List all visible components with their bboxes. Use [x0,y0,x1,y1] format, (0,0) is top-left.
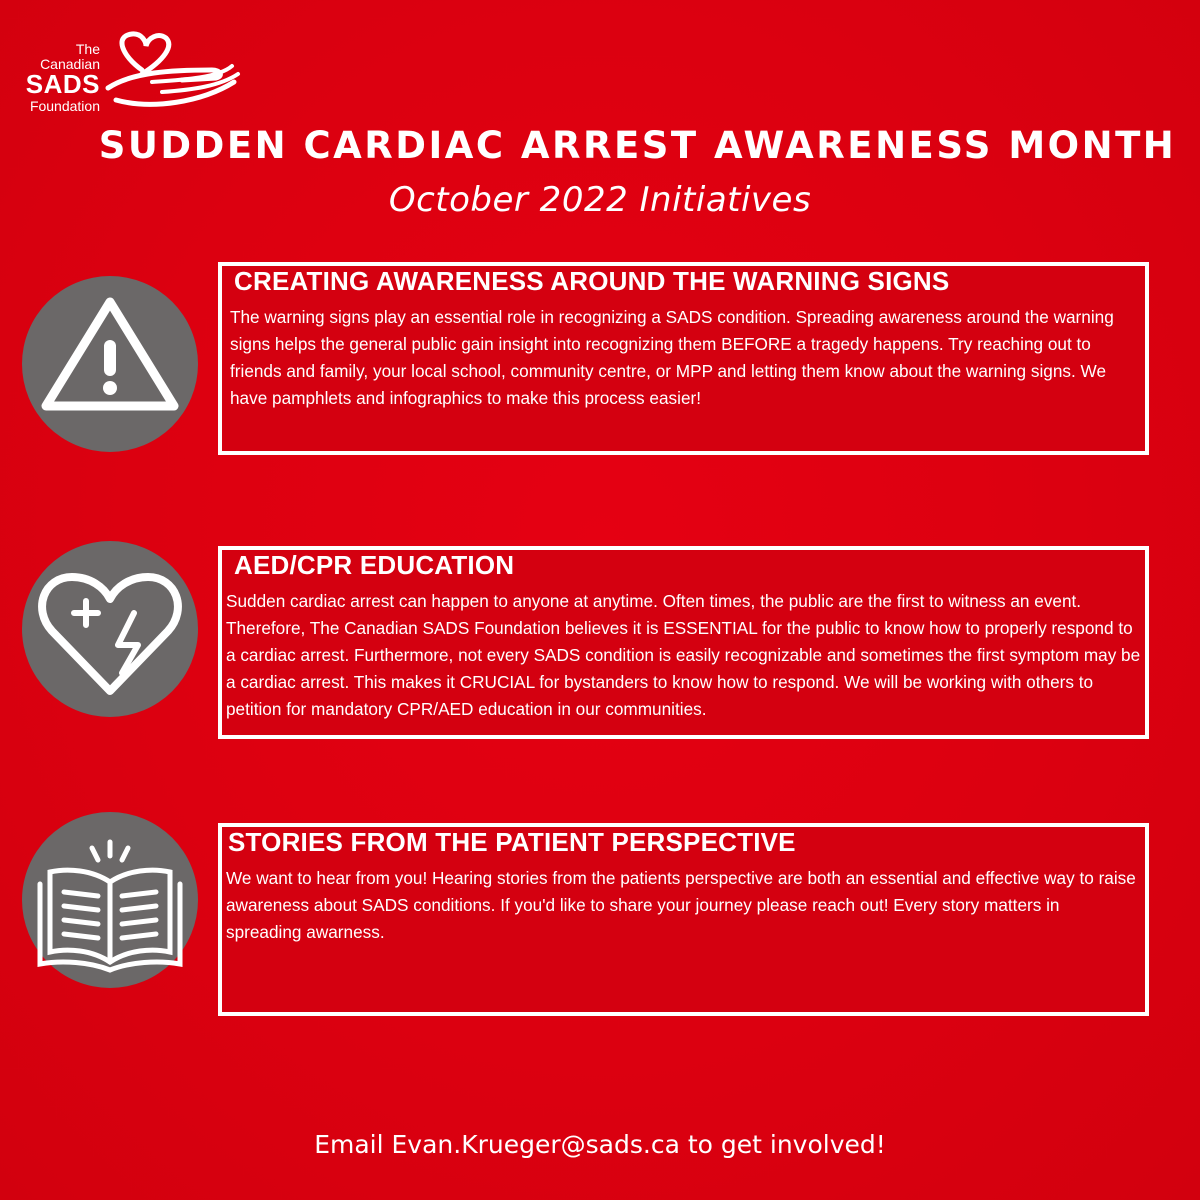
logo-line-foundation: Foundation [29,97,100,114]
warning-triangle-icon [22,276,198,452]
warning-icon-circle [22,276,198,452]
initiative-title: CREATING AWARENESS AROUND THE WARNING SIGNS [234,266,950,296]
heart-hand-icon [102,30,242,120]
heart-defibrillator-icon [22,541,198,717]
initiative-body: We want to hear from you! Hearing stories from the patients perspective are both an essential and effective way to raise awareness about SADS conditions. If you'd like to share your journey please reach out! Every story matters in spreading awarness. [226,868,1136,942]
logo-wordmark [18,42,100,113]
open-book-icon [22,812,198,988]
book-icon-circle [22,812,198,988]
logo-line-canadian: Canadian [40,55,100,72]
logo-line-the: The [75,41,100,57]
initiative-body: The warning signs play an essential role in recognizing a SADS condition. Spreading awareness around the warning signs helps the general public gain insight into recognizing them BEFORE a tragedy happens. Try reaching out to friends and family, your local school, community centre, or MPP and letting them know about the warning signs. We have pamphlets and infographics to make this process easier! [230,307,1114,408]
aed-icon-circle [22,541,198,717]
initiative-card-patient-stories [218,823,1149,1016]
initiative-title: STORIES FROM THE PATIENT PERSPECTIVE [228,827,796,857]
initiative-body: Sudden cardiac arrest can happen to anyone at anytime. Often times, the public are the first to witness an event. Therefore, The Canadian SADS Foundation believes it is ESSENTIAL for the public to know how to properly respond to a cardiac arrest. Furthermore, not every SADS condition is easily recognizable and sometimes the first symptom may be a cardiac arrest. This makes it CRUCIAL for bystanders to know how to respond. We will be working with others to petition for mandatory CPR/AED education in our communities. [226,591,1141,719]
initiative-card-aed-cpr [218,546,1149,739]
initiative-card-warning-signs [218,262,1149,455]
logo-line-sads: SADS [25,69,100,100]
page-title: SUDDEN CARDIAC ARREST AWARENESS MONTH [98,124,1177,167]
contact-email-footer: Email Evan.Krueger@sads.ca to get involved! [314,1130,886,1159]
initiative-title: AED/CPR EDUCATION [234,550,515,580]
page-subtitle: October 2022 Initiatives [388,180,812,220]
foundation-logo [18,28,238,123]
